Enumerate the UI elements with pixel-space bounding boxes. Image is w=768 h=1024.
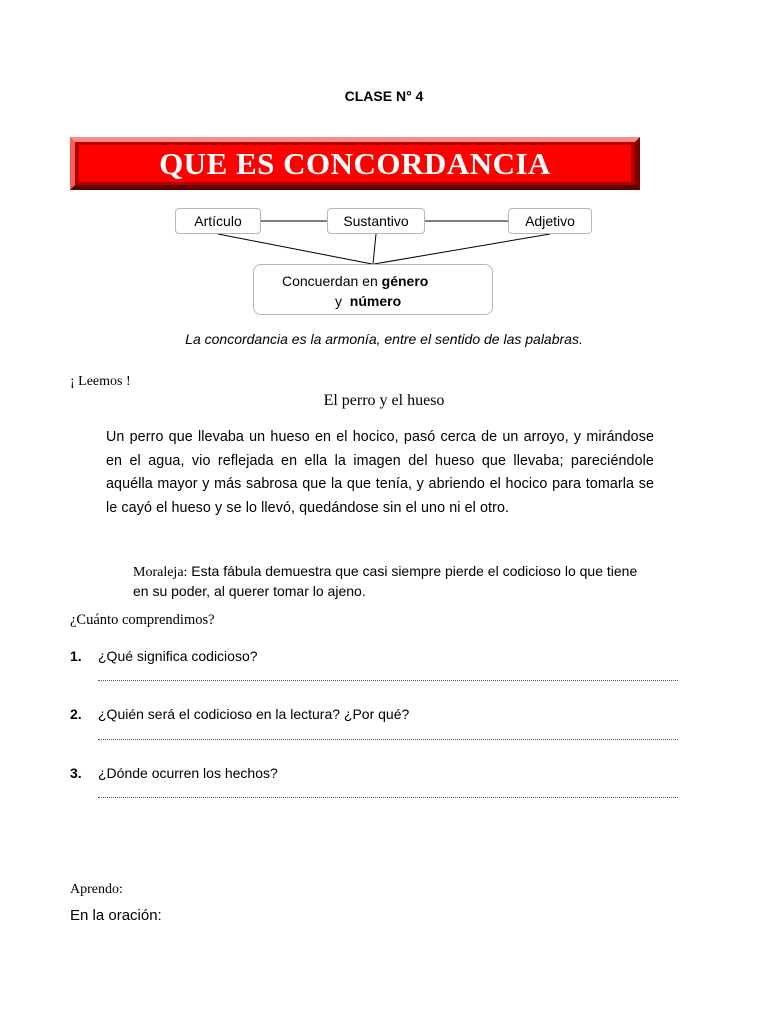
question-text: ¿Qué significa codicioso?: [98, 648, 258, 664]
concuerdan-line-2: y número: [335, 293, 402, 309]
aprendo-heading: Aprendo:: [70, 882, 123, 897]
en-la-oracion-text: En la oración:: [70, 907, 162, 924]
question-1: [70, 648, 258, 664]
class-title: CLASE N° 4: [344, 88, 424, 104]
question-text: ¿Quién será el codicioso en la lectura? ¿Por qué?: [98, 706, 410, 722]
story-title: El perro y el hueso: [323, 392, 445, 409]
question-text: ¿Dónde ocurren los hechos?: [98, 765, 278, 781]
genero-word: género: [381, 273, 429, 289]
answer-line-3[interactable]: [98, 797, 678, 798]
node-sustantivo: Sustantivo: [327, 208, 425, 234]
question-number: 2.: [70, 706, 82, 722]
story-text: Un perro que llevaba un hueso en el hocico, pasó cerca de un arroyo, y mirándose en el agua, vio reflejada en ella la imagen del hueso que llevaba; pareciéndole aquélla mayor y más sabrosa que la que tenía, y abriendo el hocico para tomarla se le cayó el hueso y se lo llevó, quedándose sin el uno ni el otro.: [106, 429, 654, 516]
question-2: [70, 706, 409, 722]
node-concuerdan: [253, 264, 493, 315]
leemos-heading: ¡ Leemos !: [70, 374, 131, 389]
answer-line-1[interactable]: [98, 680, 678, 681]
numero-word: número: [349, 293, 402, 309]
question-number: 3.: [70, 765, 82, 781]
node-articulo: Artículo: [175, 208, 261, 234]
moraleja-label: Moraleja:: [133, 565, 188, 580]
comprension-title: ¿Cuánto comprendimos?: [70, 612, 215, 628]
answer-line-2[interactable]: [98, 739, 678, 740]
question-number: 1.: [70, 648, 82, 664]
moraleja: [133, 562, 643, 600]
concuerdan-line-1: Concuerdan en género: [282, 273, 429, 289]
definition-text: La concordancia es la armonía, entre el sentido de las palabras.: [185, 331, 583, 347]
moraleja-text: Esta fábula demuestra que casi siempre pierde el codicioso lo que tiene en su poder, al querer tomar lo ajeno.: [133, 563, 638, 599]
node-adjetivo: Adjetivo: [508, 208, 592, 234]
question-3: [70, 765, 278, 781]
banner-title: QUE ES CONCORDANCIA: [159, 145, 551, 181]
